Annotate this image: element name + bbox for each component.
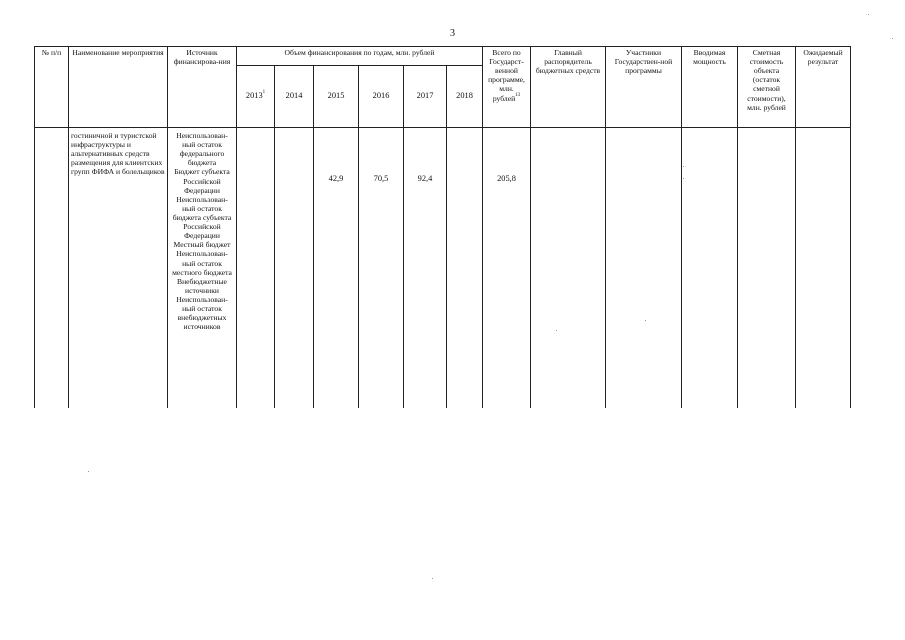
scan-speck: [683, 178, 684, 179]
value-total: 205,8: [483, 128, 531, 408]
header-expected-result: Ожидаемый результат: [796, 47, 851, 128]
row-participants: [606, 128, 682, 408]
header-participants: Участники Государствен-ной программы: [606, 47, 682, 128]
header-year-2017: 2017: [404, 66, 447, 128]
header-estimate-cost: Сметная стоимость объекта (остаток сметной стоимости), млн. рублей: [738, 47, 796, 128]
source-item: Внебюджетные источники: [177, 276, 227, 295]
value-2018: [447, 128, 483, 408]
value-2016: 70,5: [359, 128, 404, 408]
header-number: № п/п: [35, 47, 69, 128]
page-number: 3: [450, 28, 455, 39]
scan-speck: [556, 330, 557, 331]
source-item: Неиспользован-ный остаток местного бюджета: [172, 249, 232, 277]
header-year-2014: 2014: [275, 66, 314, 128]
scan-speck: [892, 38, 893, 39]
header-year-2015: 2015: [314, 66, 359, 128]
header-budget-manager: Главный распорядитель бюджетных средств: [531, 47, 606, 128]
row-number: [35, 128, 69, 408]
source-item: Неиспользован-ный остаток внебюджетных источников: [176, 294, 228, 332]
source-item: Бюджет субъекта Российской Федерации: [174, 167, 230, 195]
budget-table: [34, 46, 851, 408]
row-estimate-cost: [738, 128, 796, 408]
source-item: Неиспользован-ный остаток бюджета субъекта Российской Федерации: [172, 194, 232, 241]
header-year-2013: 2013$^1$: [237, 66, 275, 128]
value-2013: [237, 128, 275, 408]
row-capacity: [682, 128, 738, 408]
header-year-2018: 2018: [447, 66, 483, 128]
header-activity-name: Наименование мероприятия: [69, 47, 168, 128]
header-year-2016: 2016: [359, 66, 404, 128]
scan-speck: [432, 578, 433, 579]
scan-speck: [88, 471, 89, 472]
header-funding-by-year: Объем финансирования по годам, млн. рублей: [237, 47, 483, 66]
header-total: Всего по Государст-венной программе, млн. рублей$^{13}$: [483, 47, 531, 128]
header-capacity: Вводимая мощность: [682, 47, 738, 128]
row-expected-result: [796, 128, 851, 408]
value-2015: 42,9: [314, 128, 359, 408]
scan-speck: [645, 320, 646, 321]
source-item: Неиспользован-ный остаток федерального бюджета: [176, 131, 228, 168]
value-2017: 92,4: [404, 128, 447, 408]
value-2014: [275, 128, 314, 408]
row-funding-sources: [168, 128, 237, 408]
row-activity-name: гостиничной и туристской инфраструктуры и альтернативных средств размещения для клиентских групп ФИФА и болельщиков: [69, 128, 168, 408]
source-item: Местный бюджет: [173, 240, 231, 250]
row-budget-manager: [531, 128, 606, 408]
scan-speck: [683, 166, 684, 167]
scan-speck: [868, 14, 869, 15]
header-funding-source: Источник финансирова-ния: [168, 47, 237, 128]
